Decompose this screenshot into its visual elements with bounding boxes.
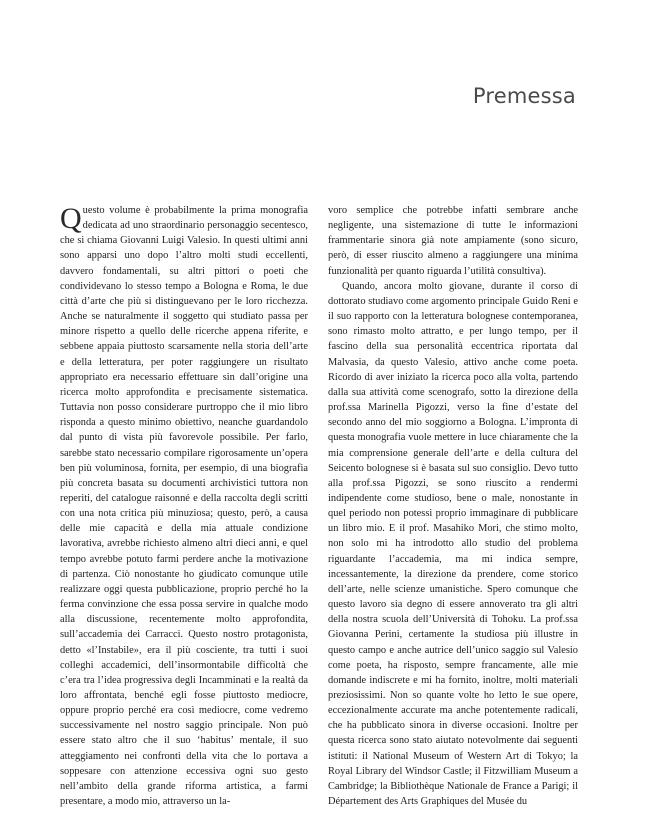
continued-paragraph: voro semplice che potrebbe infatti sembrare anche negligente, una sistemazione di tutte le informazioni frammentarie sinora già note ampiamente (sono sicuro, però, di esser riuscito almeno a raggiungere una minima funzionalità per quanto riguarda l’utilità consultiva). [328, 205, 578, 277]
opening-paragraph [60, 203, 308, 809]
drop-cap: Q [60, 202, 82, 235]
left-text-column [60, 203, 308, 809]
right-text-column [328, 203, 578, 809]
acknowledgements-paragraph: Quando, ancora molto giovane, durante il corso di dottorato studiavo come argomento principale Guido Reni e il suo rapporto con la letteratura bolognese contemporanea, sono rimasto molto attratto, e per lungo tempo, per il fascino della sua personalità eccentrica riportata dal Malvasia, da questo Valesio, attivo anche come poeta. Ricordo di aver iniziato la ricerca poco alla volta, partendo dalla sua attività come scenografo, sotto la direzione della prof.ssa Marinella Pigozzi, verso la fine d’estate del secondo anno del mio soggiorno a Bologna. L’impronta di questa monografia vuole mettere in luce chiaramente che la mia comprensione generale dell’arte e della cultura del Seicento bolognese si è basata sul suo consiglio. Devo tutto alla prof.ssa Pigozzi, se sono riuscito a rendermi indipendente come studioso, bene o male, nonostante in quel periodo non potessi proprio immaginare di pubblicare un libro mio. E il prof. Masahiko Mori, che stimo molto, non solo mi ha introdotto allo studio del problema riguardante l’accademia, ma mi indica sempre, incessantemente, la direzione da prendere, come storico dell’arte, nelle scienze umanistiche. Spero comunque che questo lavoro sia degno di essere annoverato tra gli altri della nostra scuola dell’Università di Tohoku. La prof.ssa Giovanna Perini, certamente la studiosa più illustre in questo campo e anche autrice dell’unico saggio sul Valesio come poeta, ha risposto, sempre francamente, alle mie domande indiscrete e mi ha fornito, inoltre, molti materiali preziosissimi. Non so quante volte ho letto le sue opere, eccezionalmente accurate ma anche potentemente radicali, che ha pubblicato sinora in diverse occasioni. Inoltre per questa ricerca sono stato aiutato notevolmente dai seguenti istituti: il National Museum of Western Art di Tokyo; la Royal Library del Windsor Castle; il Fitzwilliam Museum a Cambridge; la Bibliothèque Nationale de France a Parigi; il Département des Arts Graphiques del Musée du [328, 280, 578, 808]
opening-paragraph-text: uesto volume è probabilmente la prima monografia dedicata ad uno straordinario personaggio secentesco, che si chiama Giovanni Luigi Valesio. In questi ultimi anni sono apparsi uno dopo l’altro molti studi eccellenti, davvero fondamentali, su altri pittori o poeti che condividevano lo stesso tempo a Bologna e Roma, le due città d’arte che più si distinguevano per le loro ricchezza. Anche se naturalmente il soggetto qui studiato passa per minore rispetto a quello delle ricerche appena riferite, e sebbene appaia piuttosto scarsamente nella storia dell’arte e della letteratura, per poter raggiungere un risultato appropriato era necessario effettuare sin dall’origine una ricerca molto approfondita e precisamente sistematica. Tuttavia non posso considerare purtroppo che il mio libro risponda a questo minimo obiettivo, neanche guardandolo dal punto di vista più favorevole possibile. Per farlo, sarebbe stato necessario compilare rigorosamente un’opera ben più voluminosa, fornita, per esempio, di una biografia più concreta basata su documenti archivistici tuttora non reperiti, del catalogue raisonné e della raccolta degli scritti con una nota critica più minuziosa; questo, però, a causa delle mie capacità e della mia attuale condizione lavorativa, avrebbe richiesto almeno altri dieci anni, e quel tempo avrebbe potuto farmi perdere anche la motivazione di partenza. Ciò nonostante ho giudicato comunque utile realizzare oggi questa pubblicazione, proprio perché ho la ferma convinzione che essa possa servire in qualche modo alla discussione, recentemente molto approfondita, sull’accademia dei Carracci. Questo nostro protagonista, detto «l’Instabile», era il più cosciente, tra tutti i suoi colleghi accademici, dell’insormontabile difficoltà che c’era tra l’idea progressiva degli Incamminati e la realtà da loro affrontata, benché egli fosse piuttosto mediocre, oppure proprio perché era così mediocre, come vedremo successivamente nel nostro saggio principale. Non può essere stato altro che il suo ‘habitus’ mentale, il suo atteggiamento nei confronti della vita che lo portava a soppesare con attenzione eccessiva ogni suo gesto nell’ambito della grande riforma artistica, a farmi presentare, a modo mio, attraverso un la- [60, 205, 308, 808]
page-title: Premessa [472, 84, 576, 108]
